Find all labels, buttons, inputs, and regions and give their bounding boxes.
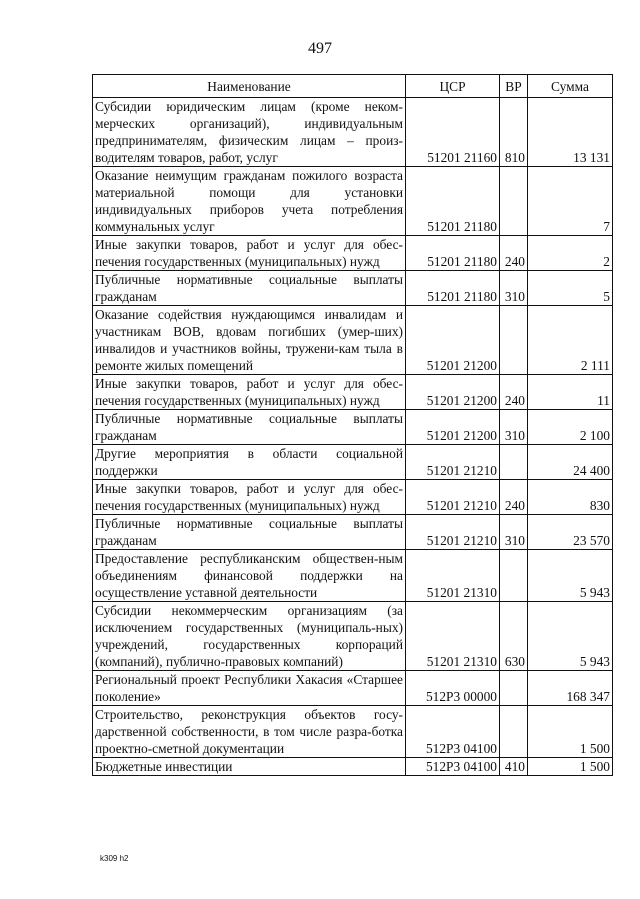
row-name-cell: Оказание содействия нуждающимся инвалидам и участникам ВОВ, вдовам погибших (умер-ших) инвалидов и участников войны, тружени-кам тыла в ремонте жилых помещений: [93, 306, 406, 375]
row-vr-cell: 310: [500, 410, 528, 445]
table-row: [93, 602, 613, 671]
row-vr-cell: 310: [500, 515, 528, 550]
footer-code: k309 h2: [100, 854, 129, 863]
table-row: [93, 410, 613, 445]
row-csr-cell: 51201 21210: [406, 515, 500, 550]
row-csr-cell: 51201 21180: [406, 167, 500, 236]
row-sum-cell: 1 500: [528, 706, 613, 758]
row-vr-cell: 630: [500, 602, 528, 671]
row-csr-cell: 51201 21200: [406, 375, 500, 410]
table-row: [93, 98, 613, 167]
row-name-cell: Региональный проект Республики Хакасия «Старшее поколение»: [93, 671, 406, 706]
row-vr-cell: [500, 167, 528, 236]
row-sum-cell: 13 131: [528, 98, 613, 167]
row-sum-cell: 5 943: [528, 550, 613, 602]
row-vr-cell: [500, 671, 528, 706]
table-row: [93, 671, 613, 706]
row-vr-cell: [500, 445, 528, 480]
row-csr-cell: 512P3 04100: [406, 758, 500, 776]
row-vr-cell: [500, 550, 528, 602]
row-name-cell: Субсидии некоммерческим организациям (за исключением государственных (муниципаль-ных) учреждений, государственных корпораций (компаний), публично-правовых компаний): [93, 602, 406, 671]
row-name-cell: Иные закупки товаров, работ и услуг для обес-печения государственных (муниципальных) нужд: [93, 236, 406, 271]
budget-table: [92, 74, 613, 776]
row-csr-cell: 51201 21310: [406, 550, 500, 602]
table-row: [93, 445, 613, 480]
row-csr-cell: 512P3 00000: [406, 671, 500, 706]
row-sum-cell: 830: [528, 480, 613, 515]
row-csr-cell: 512P3 04100: [406, 706, 500, 758]
row-name-cell: Бюджетные инвестиции: [93, 758, 406, 776]
row-name-cell: Строительство, реконструкция объектов госу-дарственной собственности, в том числе разра-ботка проектно-сметной документации: [93, 706, 406, 758]
row-vr-cell: [500, 306, 528, 375]
table-row: [93, 706, 613, 758]
row-name-cell: Публичные нормативные социальные выплаты гражданам: [93, 515, 406, 550]
table-row: [93, 550, 613, 602]
row-csr-cell: 51201 21200: [406, 410, 500, 445]
row-name-cell: Публичные нормативные социальные выплаты гражданам: [93, 410, 406, 445]
row-sum-cell: 7: [528, 167, 613, 236]
row-name-cell: Иные закупки товаров, работ и услуг для обес-печения государственных (муниципальных) нужд: [93, 480, 406, 515]
row-csr-cell: 51201 21180: [406, 271, 500, 306]
header-vr: ВР: [500, 75, 528, 98]
row-name-cell: Публичные нормативные социальные выплаты гражданам: [93, 271, 406, 306]
row-sum-cell: 11: [528, 375, 613, 410]
page-number: 497: [308, 40, 332, 57]
row-vr-cell: 240: [500, 480, 528, 515]
row-vr-cell: 410: [500, 758, 528, 776]
row-sum-cell: 5 943: [528, 602, 613, 671]
row-sum-cell: 5: [528, 271, 613, 306]
row-vr-cell: [500, 706, 528, 758]
table-row: [93, 758, 613, 776]
row-name-cell: Предоставление республиканским обществен-ным объединениям финансовой поддержки на осуществление уставной деятельности: [93, 550, 406, 602]
row-vr-cell: 810: [500, 98, 528, 167]
row-vr-cell: 240: [500, 375, 528, 410]
row-sum-cell: 2 111: [528, 306, 613, 375]
row-sum-cell: 168 347: [528, 671, 613, 706]
table-header-row: [93, 75, 613, 98]
row-name-cell: Субсидии юридическим лицам (кроме неком-мерческих организаций), индивидуальным предпринимателям, физическим лицам – произ-водителям товаров, работ, услуг: [93, 98, 406, 167]
row-csr-cell: 51201 21160: [406, 98, 500, 167]
row-vr-cell: 310: [500, 271, 528, 306]
row-sum-cell: 2: [528, 236, 613, 271]
row-csr-cell: 51201 21200: [406, 306, 500, 375]
table-row: [93, 167, 613, 236]
table-row: [93, 515, 613, 550]
row-csr-cell: 51201 21210: [406, 445, 500, 480]
row-vr-cell: 240: [500, 236, 528, 271]
row-name-cell: Иные закупки товаров, работ и услуг для обес-печения государственных (муниципальных) нужд: [93, 375, 406, 410]
header-name: Наименование: [93, 75, 406, 98]
table-row: [93, 375, 613, 410]
table-row: [93, 306, 613, 375]
row-csr-cell: 51201 21310: [406, 602, 500, 671]
row-name-cell: Другие мероприятия в области социальной поддержки: [93, 445, 406, 480]
row-sum-cell: 23 570: [528, 515, 613, 550]
row-sum-cell: 1 500: [528, 758, 613, 776]
table-row: [93, 271, 613, 306]
header-sum: Сумма: [528, 75, 613, 98]
header-csr: ЦСР: [406, 75, 500, 98]
row-sum-cell: 24 400: [528, 445, 613, 480]
table-row: [93, 236, 613, 271]
row-csr-cell: 51201 21180: [406, 236, 500, 271]
row-name-cell: Оказание неимущим гражданам пожилого возраста материальной помощи для установки индивидуальных приборов учета потребления коммунальных услуг: [93, 167, 406, 236]
table-row: [93, 480, 613, 515]
row-csr-cell: 51201 21210: [406, 480, 500, 515]
row-sum-cell: 2 100: [528, 410, 613, 445]
